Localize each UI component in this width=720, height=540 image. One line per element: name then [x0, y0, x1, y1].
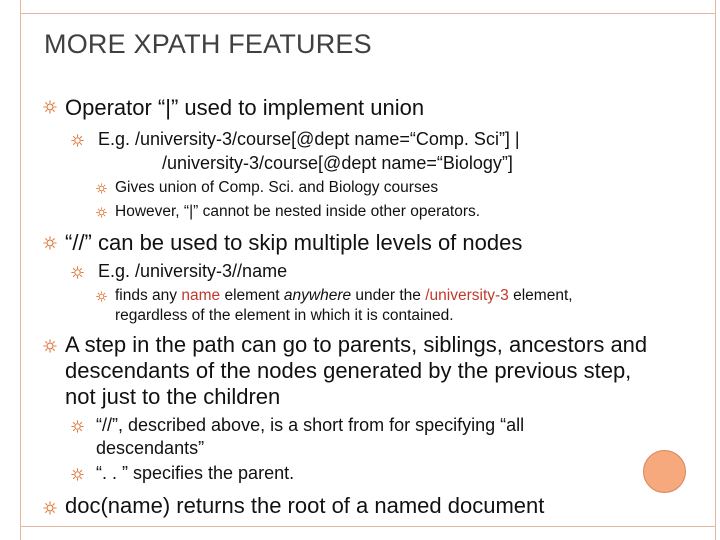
- decorative-circle: [643, 450, 686, 493]
- union-note-2: However, “|” cannot be nested inside other operators.: [115, 203, 481, 220]
- descendants-note-line-1: “//”, described above, is a short from for specifying “all: [96, 415, 525, 435]
- bullet-step-line-3: not just to the children: [65, 384, 281, 409]
- bullet-union: Operator “|” used to implement union: [65, 95, 425, 120]
- example-union-line-2: /university-3/course[@dept name=“Biology”]: [162, 153, 513, 173]
- bullet-step-line-2: descendants of the nodes generated by the previous step,: [65, 358, 632, 383]
- frame-right-rail: [715, 14, 716, 526]
- slide-title: MORE XPATH FEATURES: [44, 29, 372, 59]
- sun-bullet-icon: [96, 291, 107, 302]
- example-double-slash: E.g. /university-3//name: [98, 261, 288, 281]
- frame-bottom: [20, 526, 716, 540]
- descendants-note-line-2: descendants”: [96, 438, 205, 458]
- frame-top: [20, 0, 716, 14]
- sun-bullet-icon: [71, 420, 84, 433]
- sun-bullet-icon: [43, 100, 57, 114]
- double-slash-note-line-1: finds any name element anywhere under the /university-3 element,: [115, 287, 573, 304]
- sun-bullet-icon: [43, 501, 57, 515]
- parent-note: “. . ” specifies the parent.: [96, 463, 295, 483]
- sun-bullet-icon: [71, 468, 84, 481]
- double-slash-note-line-2: regardless of the element in which it is contained.: [115, 307, 454, 324]
- bullet-doc-function: doc(name) returns the root of a named document: [65, 493, 545, 518]
- bullet-step-line-1: A step in the path can go to parents, siblings, ancestors and: [65, 332, 648, 357]
- frame-left-rail: [20, 14, 21, 526]
- example-union-line-1: E.g. /university-3/course[@dept name=“Comp. Sci”] |: [98, 129, 520, 149]
- union-note-1: Gives union of Comp. Sci. and Biology courses: [115, 179, 439, 196]
- sun-bullet-icon: [96, 183, 107, 194]
- sun-bullet-icon: [43, 236, 57, 250]
- bullet-double-slash: “//” can be used to skip multiple levels of nodes: [65, 230, 523, 255]
- sun-bullet-icon: [96, 207, 107, 218]
- sun-bullet-icon: [43, 339, 57, 353]
- sun-bullet-icon: [71, 134, 84, 147]
- sun-bullet-icon: [71, 266, 84, 279]
